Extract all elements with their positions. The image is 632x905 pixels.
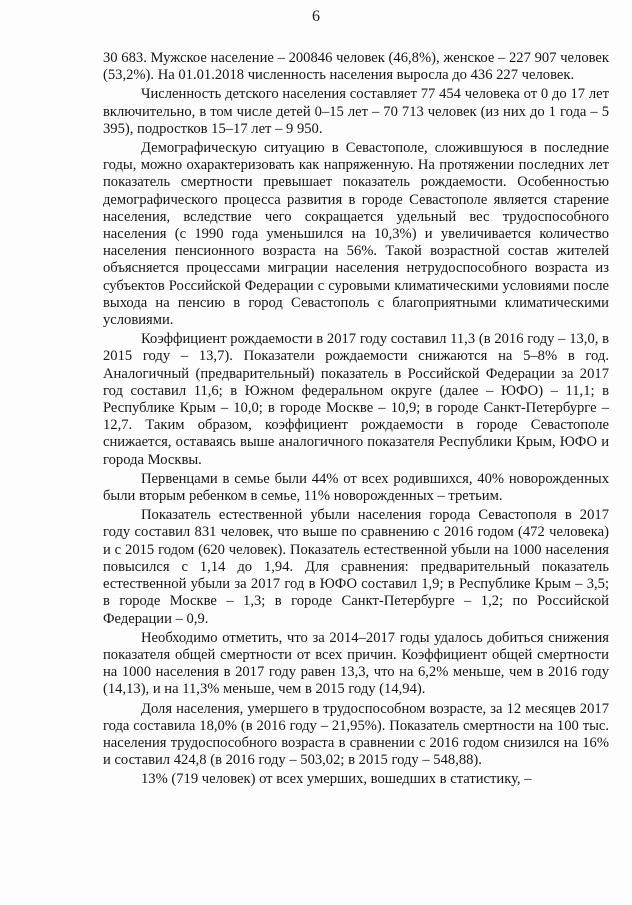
paragraph-working-age-mortality: Доля населения, умершего в трудоспособном возрасте, за 12 месяцев 2017 года составила 18,0% (в 2016 году – 21,95%). Показатель смертности на 100 тыс. населения трудоспособного возраста в сравнении с 2016 годом снизился на 16% и составил 424,8 (в 2016 году – 503,02; в 2015 году – 548,88). xyxy=(103,700,609,769)
document-body xyxy=(103,50,609,789)
paragraph-population-gender: 30 683. Мужское население – 200846 человек (46,8%), женское – 227 907 человек (53,2%). На 01.01.2018 численность населения выросла до 436 227 человек. xyxy=(103,50,609,84)
paragraph-child-population: Численность детского населения составляет 77 454 человека от 0 до 17 лет включительно, в том числе детей 0–15 лет – 70 713 человек (из них до 1 года – 5 395), подростков 15–17 лет – 9 950. xyxy=(103,86,609,137)
paragraph-natural-decline: Показатель естественной убыли населения города Севастополя в 2017 году составил 831 человек, что выше по сравнению с 2016 годом (472 человека) и с 2015 годом (620 человек). Показатель естественной убыли на 1000 населения повысился с 1,14 до 1,94. Для сравнения: предварительный показатель естественной убыли за 2017 год в ЮФО составил 1,9; в Республике Крым – 3,5; в городе Москве – 1,3; в городе Санкт-Петербурге – 1,2; по Российской Федерации – 0,9. xyxy=(103,507,609,627)
page-number: 6 xyxy=(312,8,320,25)
paragraph-deceased-share: 13% (719 человек) от всех умерших, вошедших в статистику, – xyxy=(141,771,532,788)
paragraph-birth-rate: Коэффициент рождаемости в 2017 году составил 11,3 (в 2016 году – 13,0, в 2015 году – 13,7). Показатели рождаемости снижаются на 5–8% в год. Аналогичный (предварительный) показатель в Российской Федерации за 2017 год составил 11,6; в Южном федеральном округе (далее – ЮФО) – 11,1; в Республике Крым – 10,0; в городе Москве – 10,9; в городе Санкт-Петербурге – 12,7. Таким образом, коэффициент рождаемости в городе Севастополе снижается, оставаясь выше аналогичного показателя Республики Крым, ЮФО и города Москвы. xyxy=(103,331,609,468)
paragraph-demographic-situation: Демографическую ситуацию в Севастополе, сложившуюся в последние годы, можно охарактеризовать как напряженную. На протяжении последних лет показатель смертности превышает показатель рождаемости. Особенностью демографического процесса развития в городе Севастополе является старение населения, вследствие чего сокращается удельный вес трудоспособного населения (с 1990 года уменьшился на 10,3%) и увеличивается количество населения пенсионного возраста на 56%. Такой возрастной состав жителей объясняется процессами миграции населения нетрудоспособного возраста из субъектов Российской Федерации с суровыми климатическими условиями после выхода на пенсию в город Севастополь с благоприятными климатическими условиями. xyxy=(103,140,609,329)
paragraph-mortality-reduction: Необходимо отметить, что за 2014–2017 годы удалось добиться снижения показателя общей смертности от всех причин. Коэффициент общей смертности на 1000 населения в 2017 году равен 13,3, что на 6,2% меньше, чем в 2016 году (14,13), и на 11,3% меньше, чем в 2015 году (14,94). xyxy=(103,629,609,698)
paragraph-firstborn: Первенцами в семье были 44% от всех родившихся, 40% новорожденных были вторым ребенком в семье, 11% новорожденных – третьим. xyxy=(103,470,609,505)
